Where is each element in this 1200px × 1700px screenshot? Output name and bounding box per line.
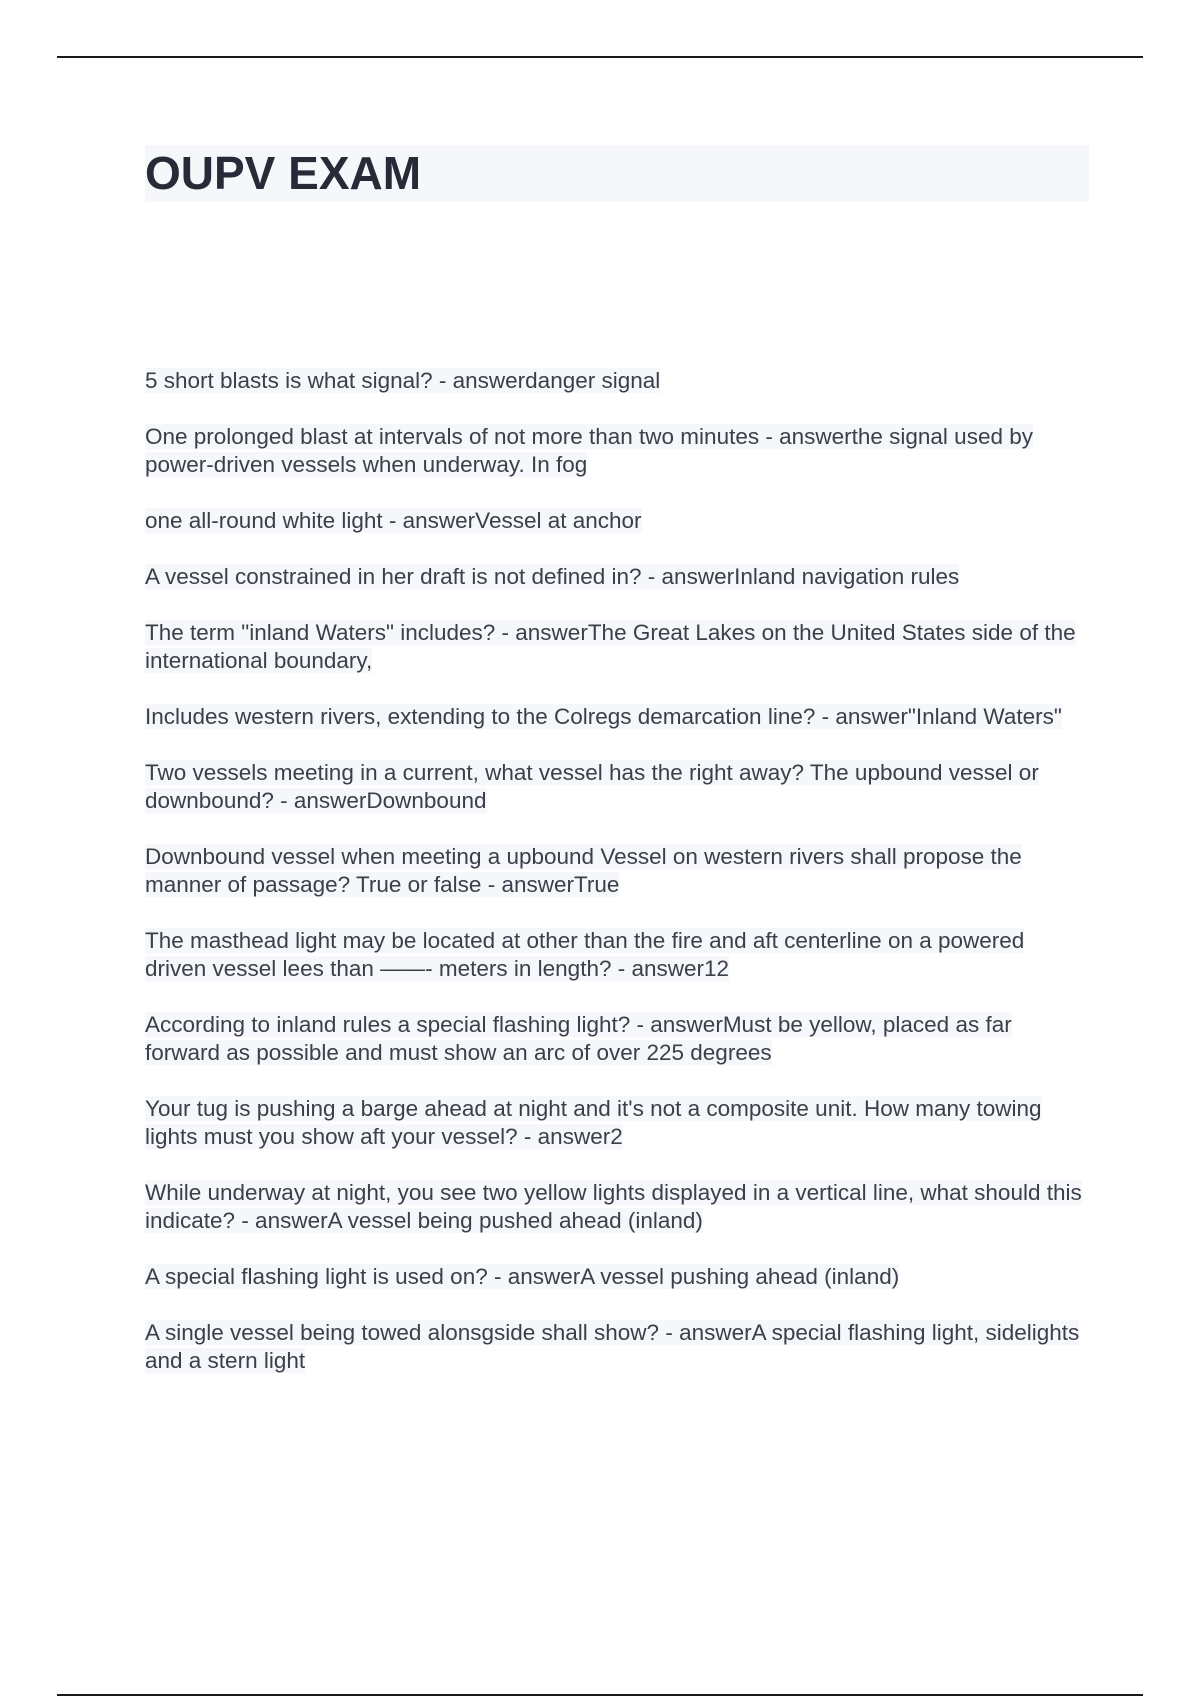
list-item: [145, 423, 1089, 479]
qa-text: Includes western rivers, extending to the Colregs demarcation line? - answer"Inland Waters": [145, 704, 1062, 729]
page-title: OUPV EXAM: [145, 147, 422, 199]
qa-text: A single vessel being towed alonsgside shall show? - answerA special flashing light, sidelights and a stern light: [145, 1320, 1080, 1373]
list-item: [145, 563, 1089, 591]
list-item: [145, 1095, 1089, 1151]
list-item: [145, 759, 1089, 815]
qa-text: The masthead light may be located at other than the fire and aft centerline on a powered driven vessel lees than ——- meters in length? - answer12: [145, 928, 1025, 981]
qa-text: A special flashing light is used on? - answerA vessel pushing ahead (inland): [145, 1264, 900, 1289]
qa-text: Two vessels meeting in a current, what vessel has the right away? The upbound vessel or downbound? - answerDownbound: [145, 760, 1039, 813]
list-item: [145, 367, 1089, 395]
list-item: [145, 507, 1089, 535]
bottom-rule: [57, 1694, 1143, 1696]
list-item: [145, 843, 1089, 899]
qa-text: While underway at night, you see two yellow lights displayed in a vertical line, what should this indicate? - answerA vessel being pushed ahead (inland): [145, 1180, 1082, 1233]
top-rule: [57, 56, 1143, 58]
qa-text: 5 short blasts is what signal? - answerdanger signal: [145, 368, 661, 393]
qa-text: A vessel constrained in her draft is not defined in? - answerInland navigation rules: [145, 564, 960, 589]
list-item: [145, 1011, 1089, 1067]
list-item: [145, 927, 1089, 983]
qa-text: Downbound vessel when meeting a upbound Vessel on western rivers shall propose the manner of passage? True or false - answerTrue: [145, 844, 1022, 897]
qa-text: The term "inland Waters" includes? - answerThe Great Lakes on the United States side of the international boundary,: [145, 620, 1076, 673]
qa-text: One prolonged blast at intervals of not more than two minutes - answerthe signal used by power-driven vessels when underway. In fog: [145, 424, 1033, 477]
list-item: [145, 1179, 1089, 1235]
qa-list: [145, 367, 1089, 1403]
qa-text: one all-round white light - answerVessel at anchor: [145, 508, 642, 533]
qa-text: According to inland rules a special flashing light? - answerMust be yellow, placed as far forward as possible and must show an arc of over 225 degrees: [145, 1012, 1012, 1065]
list-item: [145, 619, 1089, 675]
list-item: [145, 703, 1089, 731]
qa-text: Your tug is pushing a barge ahead at night and it's not a composite unit. How many towing lights must you show aft your vessel? - answer2: [145, 1096, 1042, 1149]
list-item: [145, 1263, 1089, 1291]
list-item: [145, 1319, 1089, 1375]
